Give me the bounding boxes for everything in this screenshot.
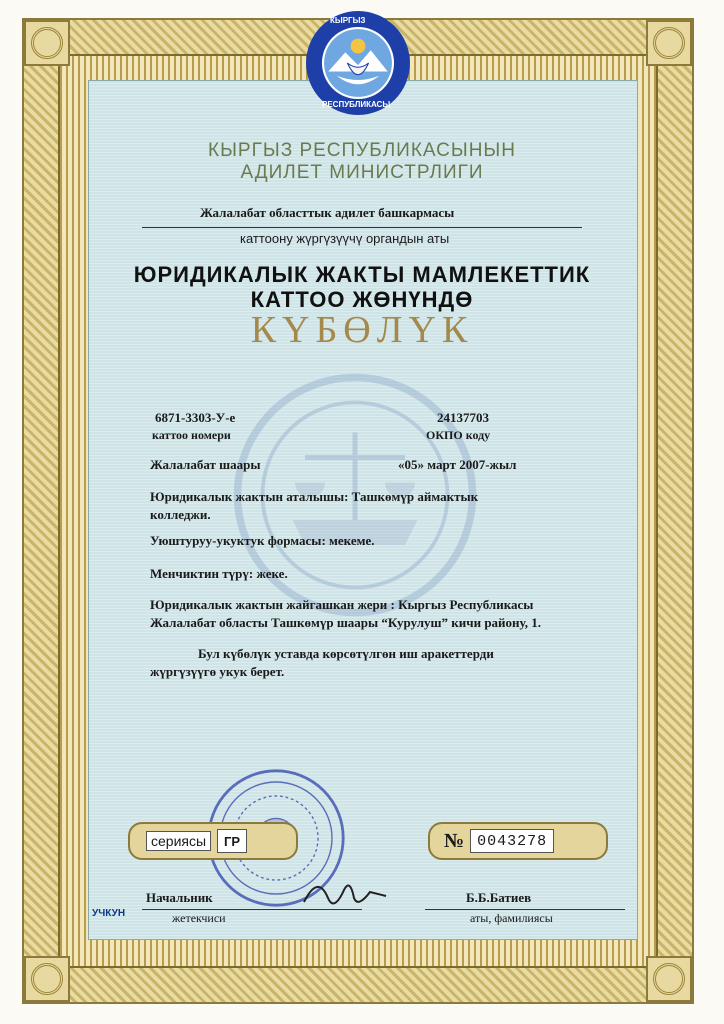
statement-line2: жүргүзүүгө укук берет. xyxy=(150,664,285,679)
corner-ornament-icon xyxy=(24,956,70,1002)
registration-number-label: каттоо номери xyxy=(152,428,231,442)
corner-ornament-icon xyxy=(646,20,692,66)
okpo-code: 24137703 xyxy=(437,410,489,425)
signer-name: Б.Б.Батиев xyxy=(466,890,532,905)
heading-line2: КАТТОО ЖӨНҮНДӨ xyxy=(250,287,474,312)
emblem-top-text: КЫРГЫЗ xyxy=(330,16,366,25)
printer-logo: УЧКУН xyxy=(92,908,126,919)
org-form: Уюштуруу-укуктук формасы: мекеме. xyxy=(150,533,375,548)
address-line2: Жалалабат областы Ташкөмүр шаары “Курулуш” кичи району, 1. xyxy=(150,615,541,630)
number-sign: № xyxy=(444,829,465,852)
issuer-caption: каттоону жүргүзүүчү органдын аты xyxy=(240,231,450,246)
entity-name-line2: колледжи. xyxy=(150,507,211,522)
ministry-line2: АДИЛЕТ МИНИСТРЛИГИ xyxy=(240,162,484,183)
issue-city: Жалалабат шаары xyxy=(150,457,261,472)
certificate-title: КҮБӨЛҮК xyxy=(250,309,474,351)
series-plaque xyxy=(128,822,298,860)
emblem-bottom-text: РЕСПУБЛИКАСЫ xyxy=(322,100,391,109)
issue-date: «05» март 2007-жыл xyxy=(398,457,517,472)
position-underline xyxy=(142,909,362,910)
signer-underline xyxy=(425,909,625,910)
number-plaque xyxy=(428,822,608,860)
address-line1: Юридикалык жактын жайгашкан жери : Кыргыз Республикасы xyxy=(150,597,534,612)
series-value: ГР xyxy=(217,829,247,853)
issuer-underline xyxy=(142,227,582,228)
corner-ornament-icon xyxy=(24,20,70,66)
certificate-number: 0043278 xyxy=(470,829,554,853)
ownership-type: Менчиктин түрү: жеке. xyxy=(150,566,288,581)
heading-line1: ЮРИДИКАЛЫК ЖАКТЫ МАМЛЕКЕТТИК xyxy=(133,262,591,287)
registration-number: 6871-3303-У-е xyxy=(155,410,236,425)
corner-ornament-icon xyxy=(646,956,692,1002)
signer-caption: аты, фамилиясы xyxy=(470,911,553,925)
position-caption: жетекчиси xyxy=(172,911,226,925)
issuer-name: Жалалабат областтык адилет башкармасы xyxy=(200,205,455,220)
okpo-code-label: ОКПО коду xyxy=(426,428,491,442)
series-label: сериясы xyxy=(146,831,211,851)
ministry-line1: КЫРГЫЗ РЕСПУБЛИКАСЫНЫН xyxy=(208,140,516,161)
entity-name-line1: Юридикалык жактын аталышы: Ташкөмүр аймактык xyxy=(150,489,479,504)
statement-line1: Бул күбөлүк уставда көрсөтүлгөн иш аракеттерди xyxy=(198,646,494,661)
position-title: Начальник xyxy=(146,890,213,905)
